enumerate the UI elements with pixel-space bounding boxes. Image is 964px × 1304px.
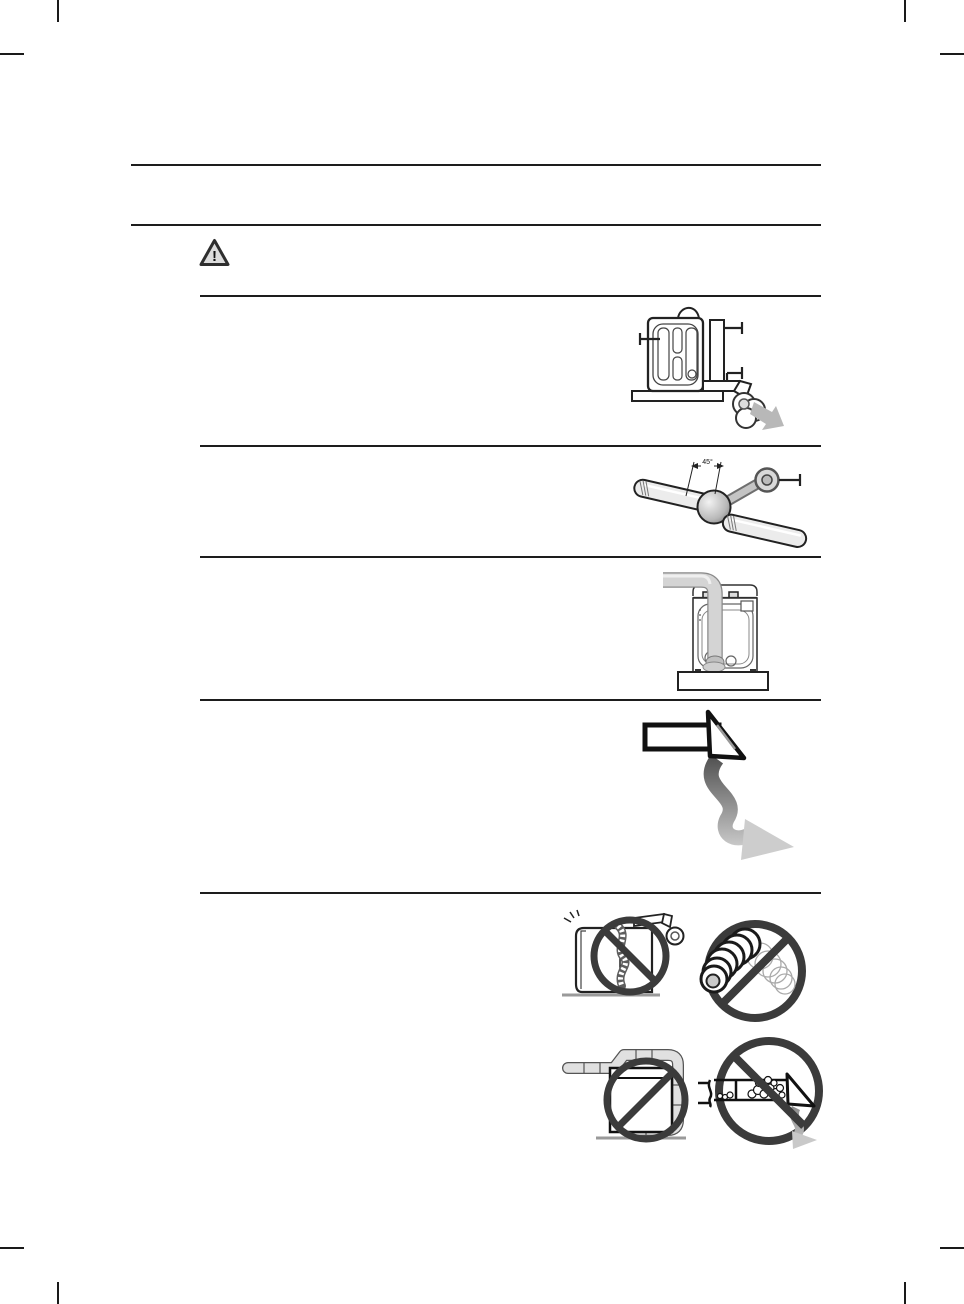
crop-mark-bottom-left-h [0, 1247, 24, 1249]
section-rule-2 [200, 445, 821, 447]
no-lint-blocked-hood-figure [696, 1030, 828, 1152]
warning-triangle-icon [199, 238, 230, 267]
dryer-rear-duct-figure [655, 558, 780, 698]
crop-mark-top-left-v [57, 0, 59, 22]
crop-mark-top-right-v [904, 0, 906, 22]
no-coiled-flex-duct-figure [698, 918, 810, 1026]
crop-mark-bottom-left-v [57, 1282, 59, 1304]
dryer-side-vent-clearance-figure [626, 298, 806, 443]
section-rule-1 [200, 295, 821, 297]
crop-mark-bottom-right-h [940, 1247, 964, 1249]
exhaust-airflow-arrow [711, 759, 749, 838]
warning-exclamation: ! [212, 248, 217, 265]
airflow-arrow [750, 402, 784, 430]
vent-hood-exhaust-figure [637, 703, 802, 863]
section-rule-5 [200, 892, 821, 894]
crop-mark-top-right-h [940, 53, 964, 55]
header-rule-bottom [131, 224, 821, 226]
no-long-duct-run-figure [556, 1030, 701, 1148]
duct-angle-label: 45° [702, 459, 713, 466]
crop-mark-top-left-h [0, 53, 24, 55]
section-rule-4 [200, 699, 821, 701]
duct-45-degree-joint-figure [628, 450, 813, 555]
header-rule-top [131, 164, 821, 166]
no-crushed-duct-figure [558, 906, 693, 1001]
crop-mark-bottom-right-v [904, 1282, 906, 1304]
